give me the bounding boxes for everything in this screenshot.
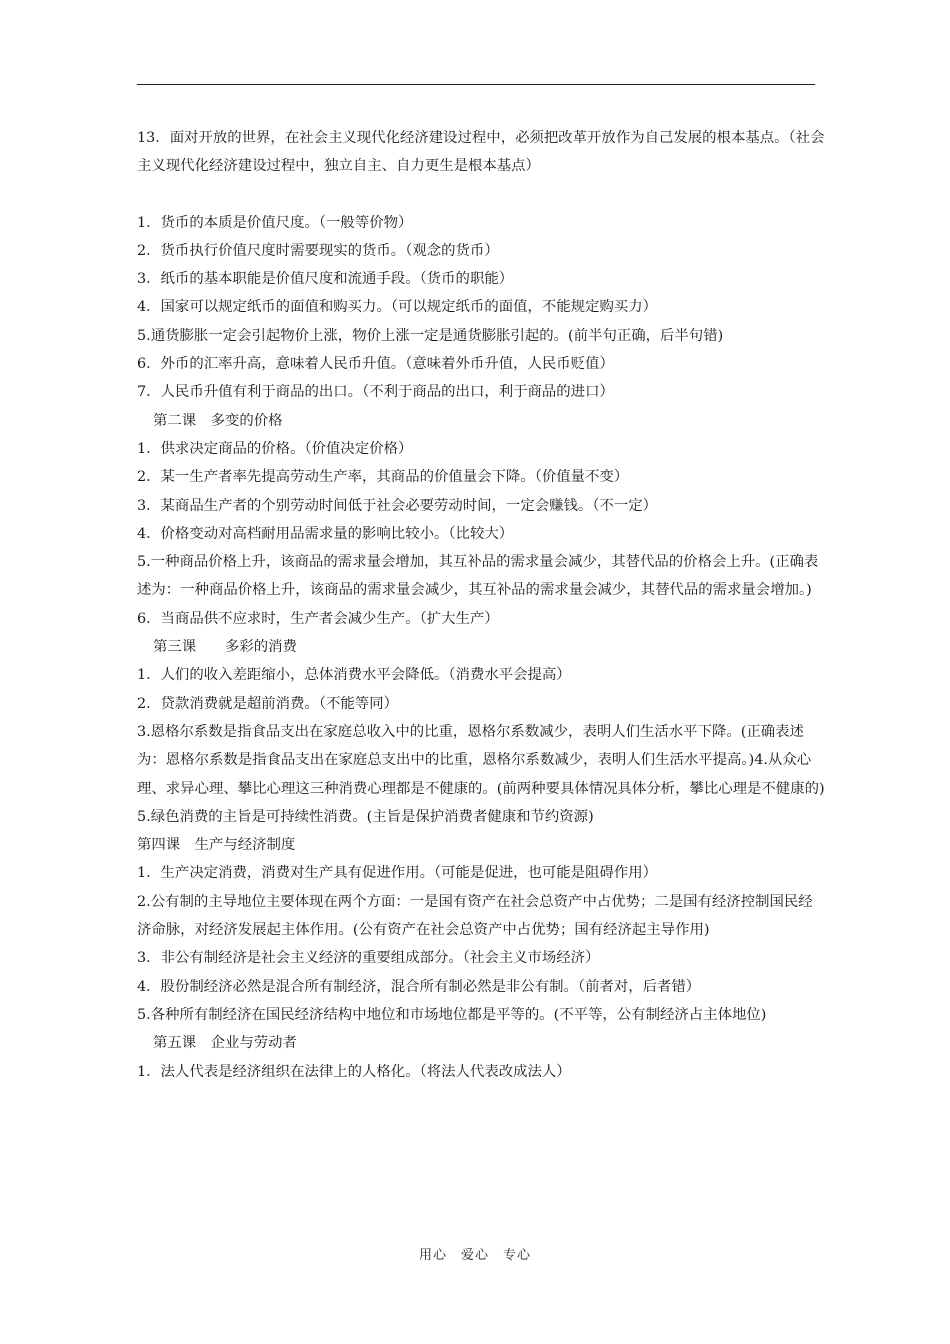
- document-body: [137, 124, 827, 1086]
- statement-item: 4．价格变动对高档耐用品需求量的影响比较小。（比较大）: [137, 525, 514, 542]
- statement-item: 5.一种商品价格上升，该商品的需求量会增加，其互补品的需求量会减少，其替代品的价格会上升。(正确表述为：一种商品价格上升，该商品的需求量会减少，其互补品的需求量会减少，其替代品的需求量会增加。): [137, 554, 819, 599]
- lesson-heading: 第五课 企业与劳动者: [153, 1035, 297, 1052]
- statement-item: 4．国家可以规定纸币的面值和购买力。（可以规定纸币的面值，不能规定购买力）: [137, 299, 658, 316]
- statement-item: 13．面对开放的世界，在社会主义现代化经济建设过程中，必须把改革开放作为自己发展的根本基点。（社会主义现代化经济建设过程中，独立自主、自力更生是根本基点）: [137, 130, 825, 175]
- statement-item: 2.公有制的主导地位主要体现在两个方面：一是国有资产在社会总资产中占优势；二是国有经济控制国民经济命脉，对经济发展起主体作用。(公有资产在社会总资产中占优势；国有经济起主导作用): [137, 893, 813, 939]
- statement-item: 1．货币的本质是价值尺度。（一般等价物）: [137, 214, 413, 231]
- page-footer: 用心 爱心 专心: [418, 1248, 531, 1263]
- header-rule: [137, 84, 815, 85]
- statement-item: 1．人们的收入差距缩小，总体消费水平会降低。（消费水平会提高）: [137, 667, 571, 684]
- lesson-heading: 第二课 多变的价格: [153, 412, 283, 429]
- statement-item: 5.各种所有制经济在国民经济结构中地位和市场地位都是平等的。(不平等，公有制经济占主体地位): [137, 1006, 767, 1023]
- statement-item: 3．某商品生产者的个别劳动时间低于社会必要劳动时间，一定会赚钱。（不一定）: [137, 497, 658, 514]
- statement-item: 1．法人代表是经济组织在法律上的人格化。（将法人代表改成法人）: [137, 1063, 571, 1080]
- statement-item: 2．货币执行价值尺度时需要现实的货币。（观念的货币）: [137, 242, 499, 259]
- statement-item: 4．股份制经济必然是混合所有制经济，混合所有制必然是非公有制。（前者对，后者错）: [137, 978, 701, 995]
- lesson-heading: 第三课 多彩的消费: [153, 639, 297, 656]
- statement-item: 3．非公有制经济是社会主义经济的重要组成部分。（社会主义市场经济）: [137, 950, 600, 967]
- statement-item: 1．供求决定商品的价格。（价值决定价格）: [137, 440, 413, 457]
- statement-item: 2．贷款消费就是超前消费。（不能等同）: [137, 695, 398, 712]
- statement-item: 2．某一生产者率先提高劳动生产率，其商品的价值量会下降。（价值量不变）: [137, 469, 629, 486]
- statement-item: 3.恩格尔系数是指食品支出在家庭总收入中的比重，恩格尔系数减少，表明人们生活水平下降。(正确表述为：恩格尔系数是指食品支出在家庭总支出中的比重，恩格尔系数减少，表明人们生活水平提高。)4.从众心理、求异心理、攀比心理这三种消费心理都是不健康的。(前两种要具体情况具体分析，攀比心理是不健康的)5.绿色消费的主旨是可持续性消费。(主旨是保护消费者健康和节约资源): [137, 723, 825, 825]
- statement-item: 7．人民币升值有利于商品的出口。（不利于商品的出口，利于商品的进口）: [137, 384, 614, 401]
- statement-item: 5.通货膨胀一定会引起物价上涨，物价上涨一定是通货膨胀引起的。(前半句正确，后半句错): [137, 327, 724, 344]
- statement-item: 1．生产决定消费，消费对生产具有促进作用。（可能是促进，也可能是阻碍作用）: [137, 865, 658, 882]
- statement-item: 3．纸币的基本职能是价值尺度和流通手段。（货币的职能）: [137, 271, 514, 288]
- statement-item: 6．当商品供不应求时，生产者会减少生产。（扩大生产）: [137, 610, 499, 627]
- statement-item: 6．外币的汇率升高，意味着人民币升值。（意味着外币升值，人民币贬值）: [137, 356, 614, 373]
- lesson-heading: 第四课 生产与经济制度: [137, 837, 296, 854]
